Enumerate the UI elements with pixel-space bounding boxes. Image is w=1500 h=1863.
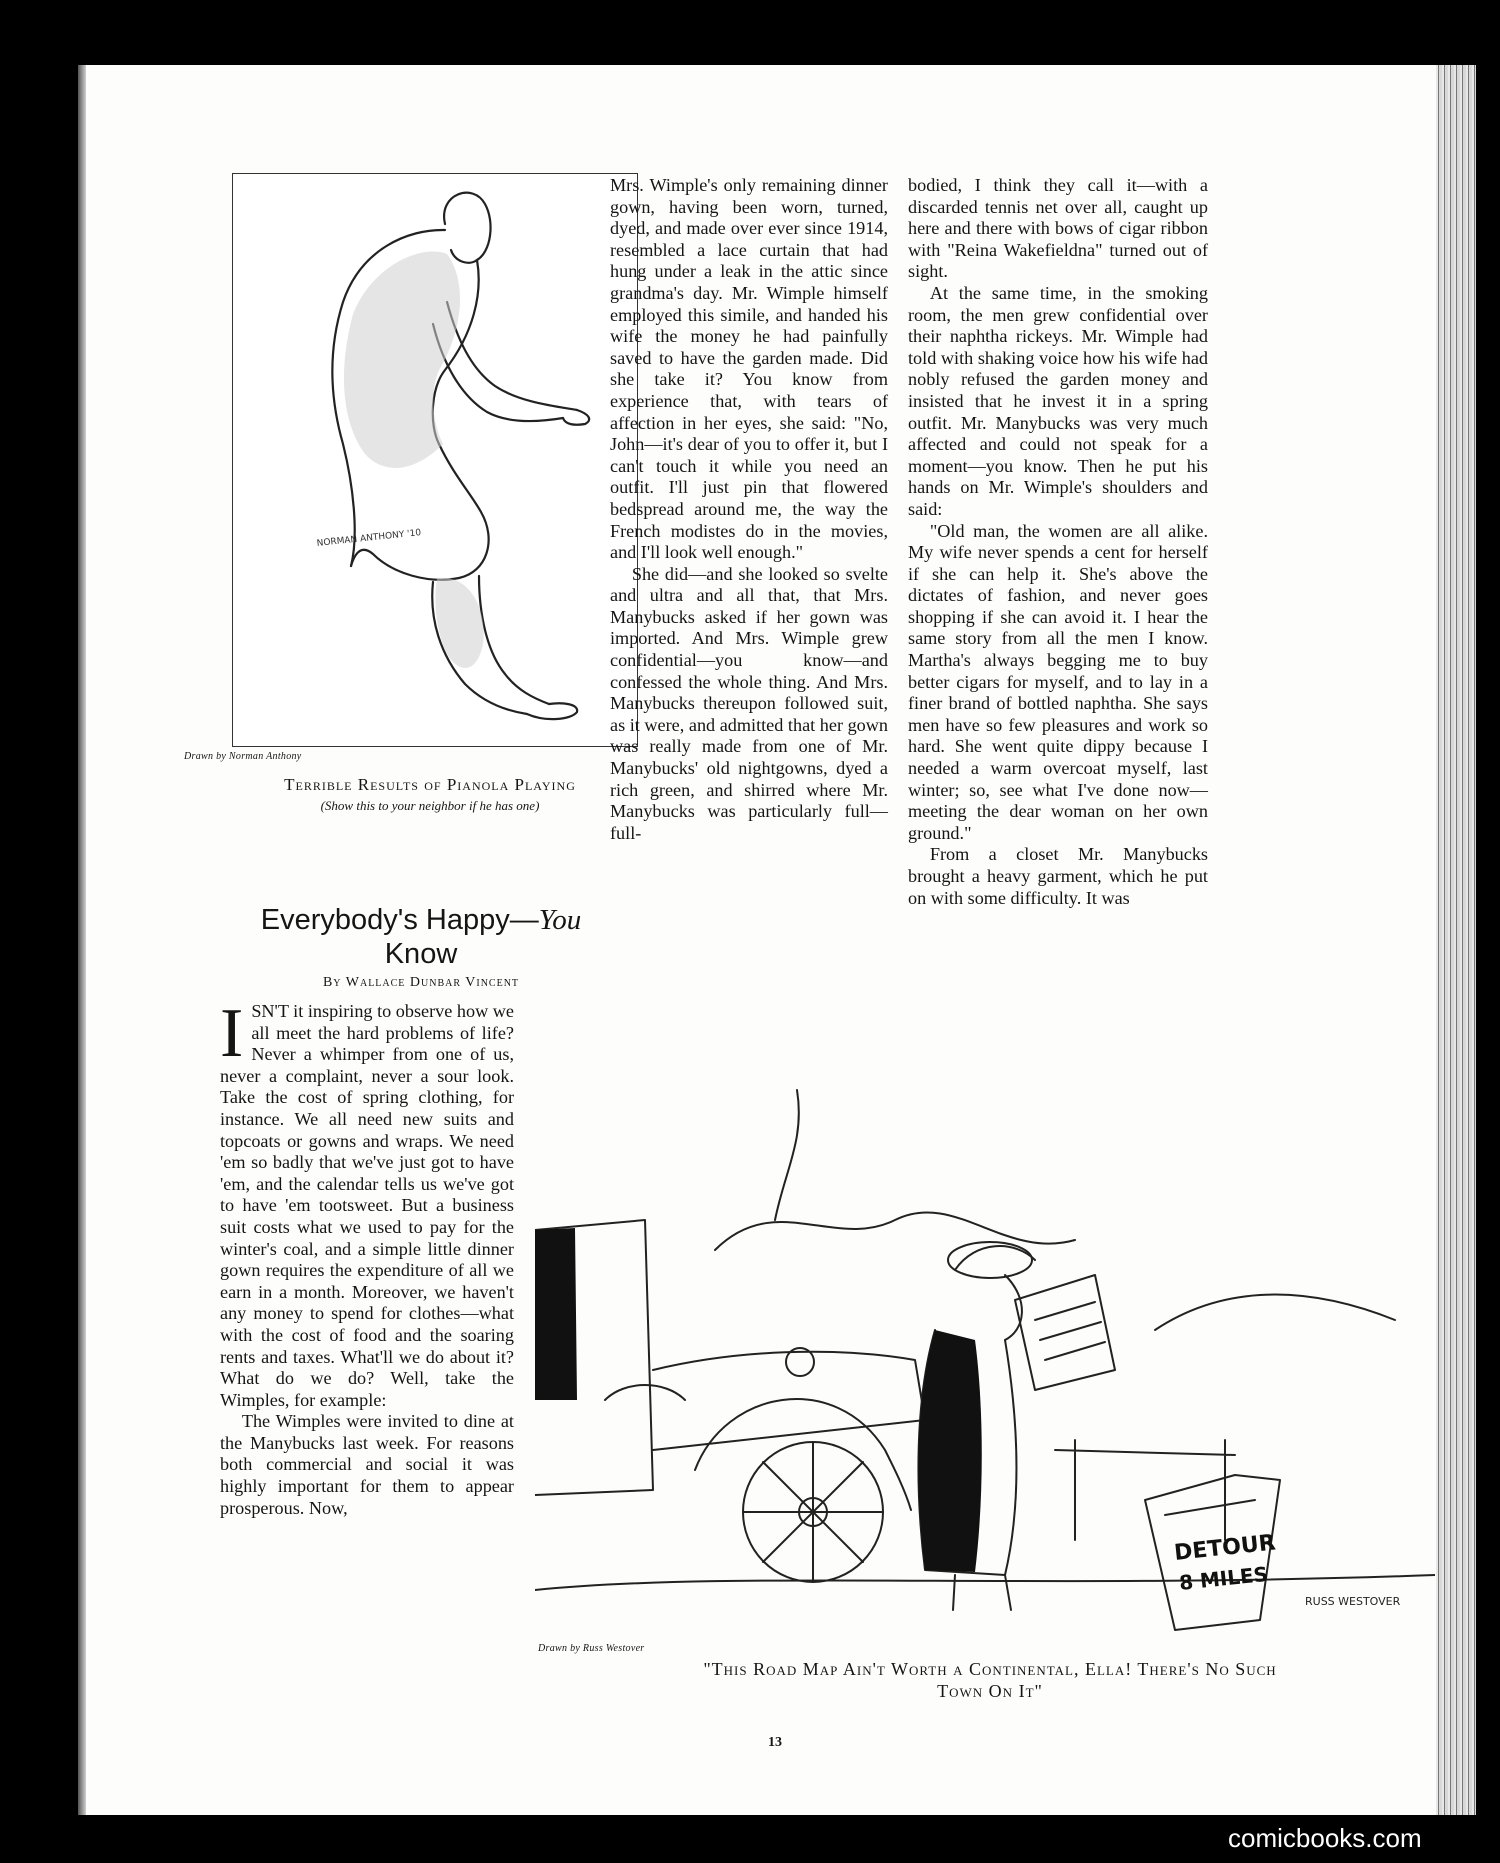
seated-figure-drawing [233, 174, 637, 746]
paragraph-old-man: "Old man, the women are all alike. My wife never spends a cent for herself if she can help it. She's above the dictates of fashion, and never goes shopping if she can avoid it. I hear the same story from all the men I know. Martha's always begging me to buy better cigars for myself, and to lay in a finer brand of bottled naphtha. She says men have so few pleasures and work so hard. She went quite dippy because I needed a warm overcoat myself, last winter; so, see what I've done now—meeting the dear woman on her own ground." [908, 520, 1208, 843]
page-gutter [78, 65, 86, 1815]
article-column-2 [610, 175, 888, 844]
magazine-page [78, 65, 1476, 1815]
illustration-caption-top: Terrible Results of Pianola Playing [284, 775, 576, 794]
paragraph-smoking-room: At the same time, in the smoking room, the men grew confidential over their naphtha rickeys. Mr. Wimple had told with shaking voice how his wife had nobly refused the garden money and insisted that he invest it in a spring outfit. Mr. Manybucks was very much affected and could not speak for a moment—you know. Then he put his hands on Mr. Wimple's shoulders and said: [908, 282, 1208, 519]
title-main: Everybody's Happy [260, 904, 510, 936]
book-spine-edge [1436, 65, 1476, 1815]
site-watermark: comicbooks.com [1228, 1823, 1422, 1853]
car-scene-drawing [535, 1070, 1435, 1640]
paragraph-bodied: bodied, I think they call it—with a discarded tennis net over all, caught up here and there with bows of cigar ribbon with "Reina Wakefieldna" turned out of sight. [908, 175, 1208, 282]
artist-signature: NORMAN ANTHONY '10 [316, 528, 422, 549]
detour-sign-line2: 8 MILES [1178, 1561, 1270, 1595]
paragraph-wimples: The Wimples were invited to dine at the Manybucks last week. For reasons both commercial and social it was highly important for them to appear prosperous. Now, [220, 1411, 514, 1518]
road-map-illustration [535, 1070, 1435, 1640]
title-know: Know [384, 938, 458, 970]
illustration-subcaption-top: (Show this to your neighbor if he has one) [320, 798, 540, 813]
illustration-credit-bottom: Drawn by Russ Westover [538, 1643, 645, 1654]
paragraph-closet: From a closet Mr. Manybucks brought a heavy garment, which he put on with some difficulty. It was [908, 844, 1208, 908]
illustration-caption-line1: "This Road Map Ain't Worth a Continental, Ella! There's No Such [703, 1659, 1277, 1679]
drop-cap: I [220, 995, 244, 1072]
pianola-illustration [232, 173, 638, 747]
article-column-1 [220, 995, 514, 1519]
paragraph-svelte: She did—and she looked so svelte and ultra and all that, that Mrs. Manybucks asked if her gown was imported. And Mrs. Wimple grew confidential—you know—and confessed the whole thing. And Mrs. Manybucks thereupon followed suit, as it were, and admitted that her gown was really made from one of Mr. Manybucks' old nightgowns, dyed a rich green, and shirred where Mr. Manybucks was particularly full—full- [610, 563, 888, 843]
article-title [218, 903, 624, 971]
article-byline: By Wallace Dunbar Vincent [322, 975, 520, 990]
page-number: 13 [768, 1735, 782, 1750]
paragraph-gown: Mrs. Wimple's only remaining dinner gown, having been worn, turned, dyed, and made over ever since 1914, resembled a lace curtain that had hung under a leak in the attic since grandma's day. Mr. Wimple himself employed this simile, and handed his wife the money he had painfully saved to have the garden made. Did she take it? You know from experience that, with tears of affection in her eyes, she said: "No, John—it's dear of you to offer it, but I can't touch it while you need an outfit. I'll just pin that flowered bedspread around me, the way the French modistes do in the movies, and I'll look well enough." [610, 175, 888, 563]
title-you: You [538, 904, 582, 936]
paragraph-intro-text: SN'T it inspiring to observe how we all meet the hard problems of life? Never a whimper from one of us, never a complaint, never a sour look. Take the cost of spring clothing, for instance. We all need new suits and topcoats or gowns and wraps. We need 'em so badly that we've just got to have 'em, and the calendar tells us we've got to have 'em tootsweet. But a business suit costs what we used to pay for the winter's coal, and a simple little dinner gown requires the expenditure of all we earn in a month. Moreover, we haven't any money to spend for clothes—what with the cost of food and the soaring rents and taxes. What'll we do about it? What do we do? Well, take the Wimples, for example: [220, 1001, 514, 1410]
illustration-credit-top: Drawn by Norman Anthony [184, 751, 302, 762]
artist-signature-bottom: RUSS WESTOVER [1305, 1595, 1401, 1608]
paragraph-intro [220, 995, 514, 1411]
detour-sign-line1: DETOUR [1173, 1530, 1277, 1566]
article-column-3 [908, 175, 1208, 909]
title-dash: — [509, 904, 539, 936]
illustration-caption-line2: Town On It" [937, 1681, 1043, 1701]
